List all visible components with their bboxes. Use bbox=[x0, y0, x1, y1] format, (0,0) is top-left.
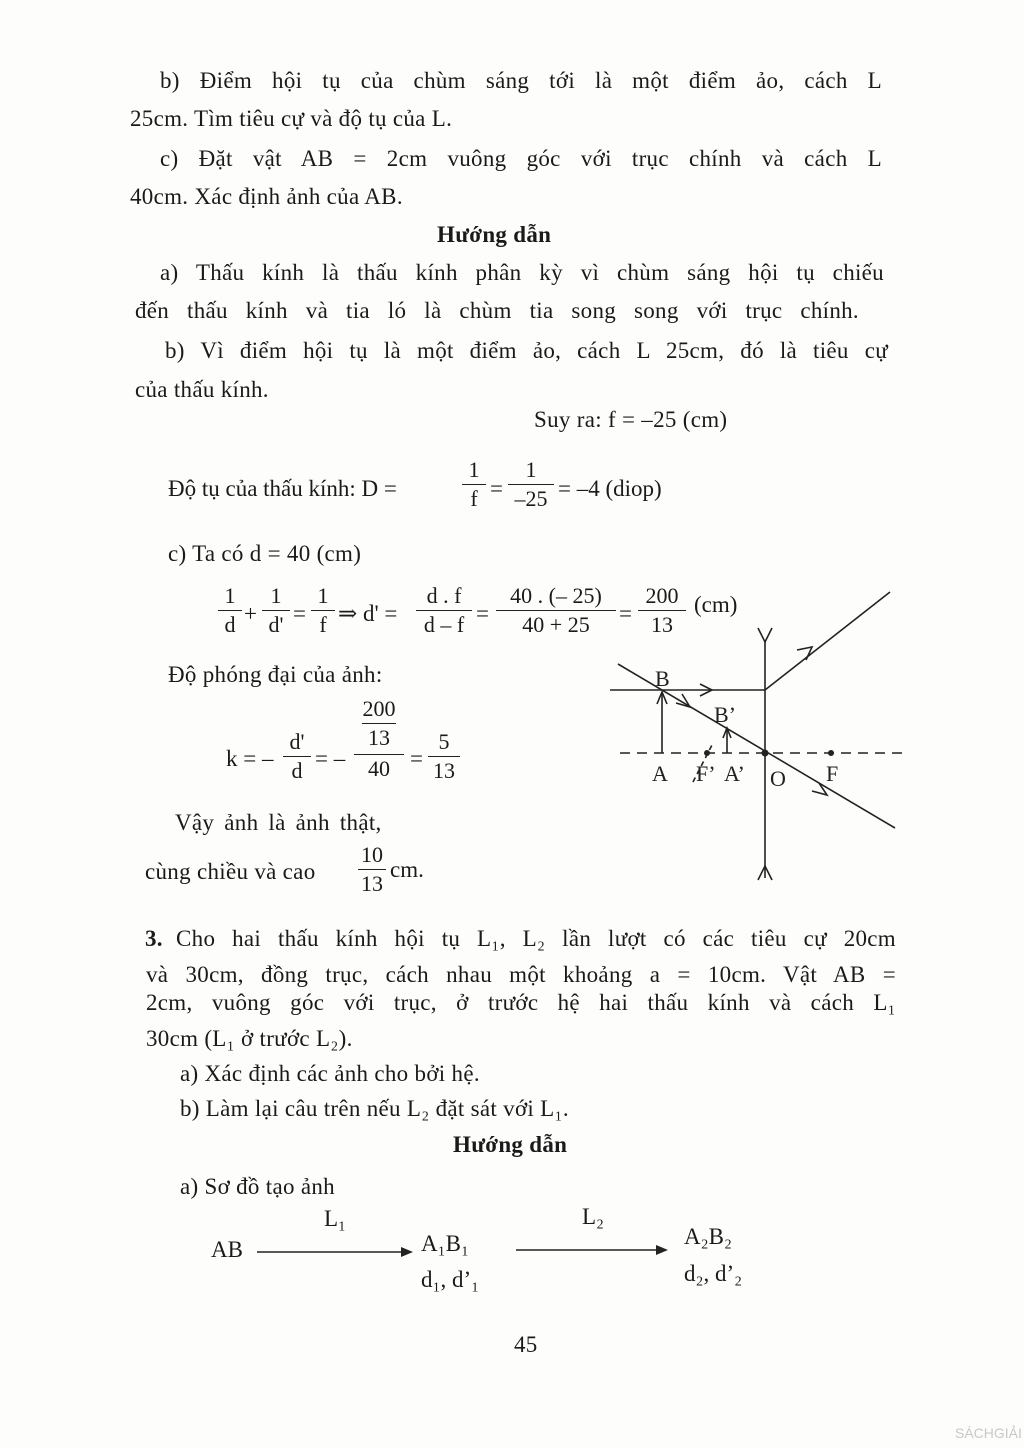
q3-line3: 2cm, vuông góc với trục, ở trước hệ hai thấu kính và cách L₁ bbox=[146, 990, 896, 1015]
frac-1-dprime: 1 d' bbox=[262, 583, 290, 638]
scheme-A2B2: A₂B₂ bbox=[684, 1224, 732, 1249]
guide-heading-1: Hướng dẫn bbox=[437, 222, 552, 247]
q2-b-line2: 25cm. Tìm tiêu cự và độ tụ của L. bbox=[130, 106, 453, 131]
label-A: A bbox=[652, 761, 668, 786]
q3-part-a: a) Xác định các ảnh cho bởi hệ. bbox=[180, 1061, 480, 1086]
equals-sign: = bbox=[293, 601, 306, 626]
label-B: B bbox=[655, 666, 670, 691]
power-fraction-1: 1 f bbox=[462, 457, 486, 512]
conclusion-line2: cùng chiều và cao bbox=[145, 859, 316, 884]
focal-length-result: Suy ra: f = –25 (cm) bbox=[534, 407, 728, 432]
page-number: 45 bbox=[514, 1332, 538, 1357]
equals-sign: = bbox=[410, 746, 423, 771]
scheme-arrow-2 bbox=[514, 1243, 670, 1257]
magnification-label: Độ phóng đại của ảnh: bbox=[168, 662, 383, 687]
answer-a-line2: đến thấu kính và tia ló là chùm tia song song với trục chính. bbox=[135, 298, 859, 323]
answer-a-line1: a) Thấu kính là thấu kính phân kỳ vì chùm sáng hội tụ chiếu bbox=[160, 260, 884, 285]
frac-1-f: 1 f bbox=[311, 583, 335, 638]
q2-c-line2: 40cm. Xác định ảnh của AB. bbox=[130, 184, 403, 209]
equals-minus: = – bbox=[315, 746, 346, 771]
ray-refracted bbox=[765, 592, 890, 690]
plus-sign: + bbox=[244, 601, 257, 626]
ray-arrow bbox=[812, 783, 827, 795]
power-fraction-2: 1 –25 bbox=[508, 457, 554, 512]
height-fraction: 10 13 bbox=[358, 842, 386, 897]
frac-dprime-d: d' d bbox=[283, 729, 311, 784]
k-label: k = – bbox=[226, 746, 274, 771]
conclusion-line1: Vậy ảnh là ảnh thật, bbox=[175, 810, 382, 835]
lens-top-arrow bbox=[758, 628, 772, 642]
q2-b-line1: b) Điểm hội tụ của chùm sáng tới là một điểm ảo, cách L bbox=[160, 68, 882, 93]
equals-sign: = bbox=[476, 601, 489, 626]
implies-dprime: ⇒ d' = bbox=[338, 601, 398, 626]
q3-line4: 30cm (L₁ ở trước L₂). bbox=[146, 1026, 353, 1051]
ray-diagram bbox=[600, 585, 910, 890]
frac-5-13: 5 13 bbox=[428, 729, 460, 784]
scheme-L2: L₂ bbox=[582, 1204, 605, 1229]
equals-sign: = bbox=[490, 476, 503, 501]
q2-c-line1: c) Đặt vật AB = 2cm vuông góc với trục chính và cách L bbox=[160, 146, 882, 171]
q3-number: 3. bbox=[145, 926, 163, 951]
label-Aprime: A’ bbox=[724, 761, 745, 786]
q3-line2: và 30cm, đồng trục, cách nhau một khoảng a = 10cm. Vật AB = bbox=[146, 962, 896, 987]
unit-cm: (cm) bbox=[694, 592, 738, 617]
answer-b-line2: của thấu kính. bbox=[135, 377, 269, 402]
label-Bprime: B’ bbox=[714, 702, 736, 727]
scheme-L1: L₁ bbox=[324, 1206, 347, 1231]
power-result: = –4 (diop) bbox=[558, 476, 662, 501]
q3-answer-a: a) Sơ đồ tạo ảnh bbox=[180, 1174, 335, 1199]
optical-center-dot bbox=[762, 750, 769, 757]
scheme-d2: d₂, d’₂ bbox=[684, 1261, 743, 1286]
q3-part-b: b) Làm lại câu trên nếu L₂ đặt sát với L₁. bbox=[180, 1096, 569, 1121]
scheme-arrow-1 bbox=[255, 1245, 415, 1259]
label-F: F bbox=[826, 761, 839, 786]
height-unit: cm. bbox=[390, 857, 424, 882]
q3-line1: Cho hai thấu kính hội tụ L₁, L₂ lần lượt có các tiêu cự 20cm bbox=[176, 926, 896, 951]
label-Fprime: F’ bbox=[696, 761, 716, 786]
object-distance: c) Ta có d = 40 (cm) bbox=[168, 541, 362, 566]
label-O: O bbox=[770, 766, 786, 791]
focus-f-dot bbox=[828, 750, 834, 756]
guide-heading-2: Hướng dẫn bbox=[453, 1132, 568, 1157]
frac-numeric: 40 . (– 25) 40 + 25 bbox=[496, 583, 616, 638]
scheme-A1B1: A₁B₁ bbox=[421, 1231, 469, 1256]
frac-1-d: 1 d bbox=[218, 583, 242, 638]
focus-fprime-dot bbox=[704, 750, 710, 756]
answer-b-line1: b) Vì điểm hội tụ là một điểm ảo, cách L 25cm, đó là tiêu cự bbox=[165, 338, 888, 363]
power-label: Độ tụ của thấu kính: D = bbox=[168, 476, 397, 501]
frac-df: d . f d – f bbox=[416, 583, 472, 638]
watermark-logo: SÁCHGIẢI bbox=[955, 1425, 1022, 1441]
scheme-AB: AB bbox=[211, 1237, 243, 1262]
compound-fraction: 200 13 40 bbox=[354, 696, 404, 782]
frac-result: 200 13 bbox=[638, 583, 686, 638]
scheme-d1: d₁, d’₁ bbox=[421, 1267, 480, 1292]
equals-sign: = bbox=[619, 601, 632, 626]
